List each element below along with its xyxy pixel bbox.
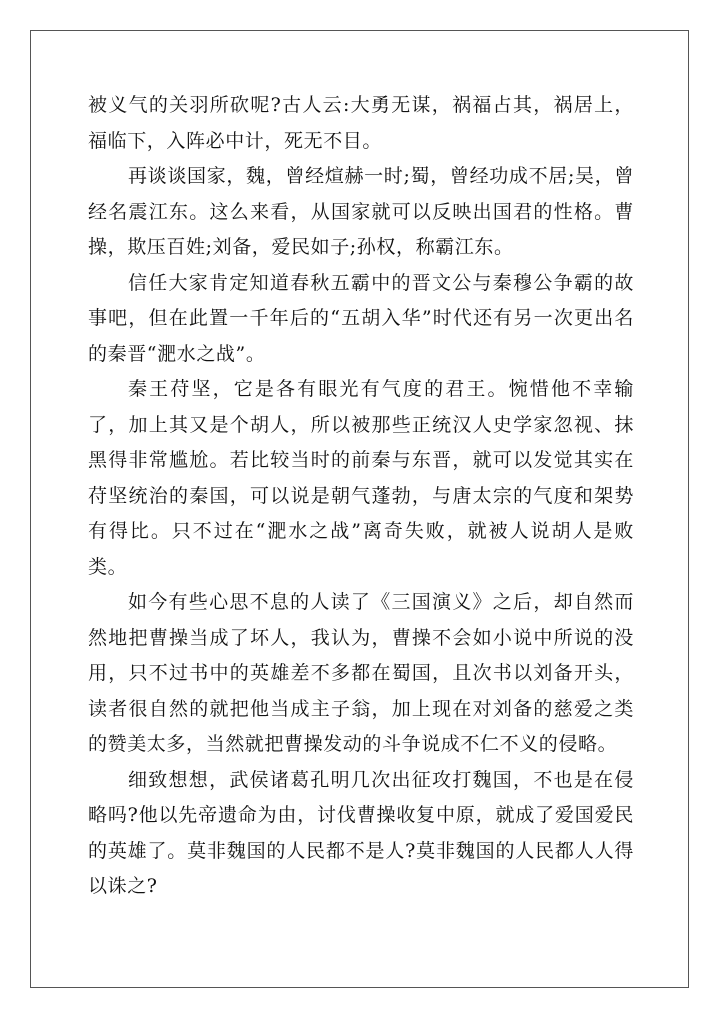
paragraph-1: 被义气的关羽所砍呢?古人云:大勇无谋，祸福占其，祸居上，福临下，入阵必中计，死无不目。 <box>88 94 634 152</box>
paragraph-3: 信任大家肯定知道春秋五霸中的晋文公与秦穆公争霸的故事吧，但在此置一千年后的“五胡入华”时代还有另一次更出名的秦晋“淝水之战”。 <box>88 271 634 365</box>
document-body <box>88 88 634 905</box>
paragraph-6: 细致想想，武侯诸葛孔明几次出征攻打魏国，不也是在侵略吗?他以先帝遗命为由，讨伐曹操收复中原，就成了爱国爱民的英雄了。莫非魏国的人民都不是人?莫非魏国的人民都人人得以诛之? <box>88 768 634 897</box>
paragraph-5: 如今有些心思不息的人读了《三国演义》之后，却自然而然地把曹操当成了坏人，我认为，曹操不会如小说中所说的没用，只不过书中的英雄差不多都在蜀国，且次书以刘备开头，读者很自然的就把他当成主子翁，加上现在对刘备的慈爱之类的赞美太多，当然就把曹操发动的斗争说成不仁不义的侵略。 <box>88 591 634 755</box>
paragraph-2: 再谈谈国家，魏，曾经煊赫一时;蜀，曾经功成不居;吴，曾经名震江东。这么来看，从国家就可以反映出国君的性格。曹操，欺压百姓;刘备，爱民如子;孙权，称霸江东。 <box>88 165 634 258</box>
paragraph-4: 秦王苻坚，它是各有眼光有气度的君王。惋惜他不幸输了，加上其又是个胡人，所以被那些正统汉人史学家忽视、抹黑得非常尴尬。若比较当时的前秦与东晋，就可以发觉其实在苻坚统治的秦国，可以说是朝气蓬勃，与唐太宗的气度和架势有得比。只不过在“淝水之战”离奇失败，就被人说胡人是败类。 <box>88 378 634 578</box>
